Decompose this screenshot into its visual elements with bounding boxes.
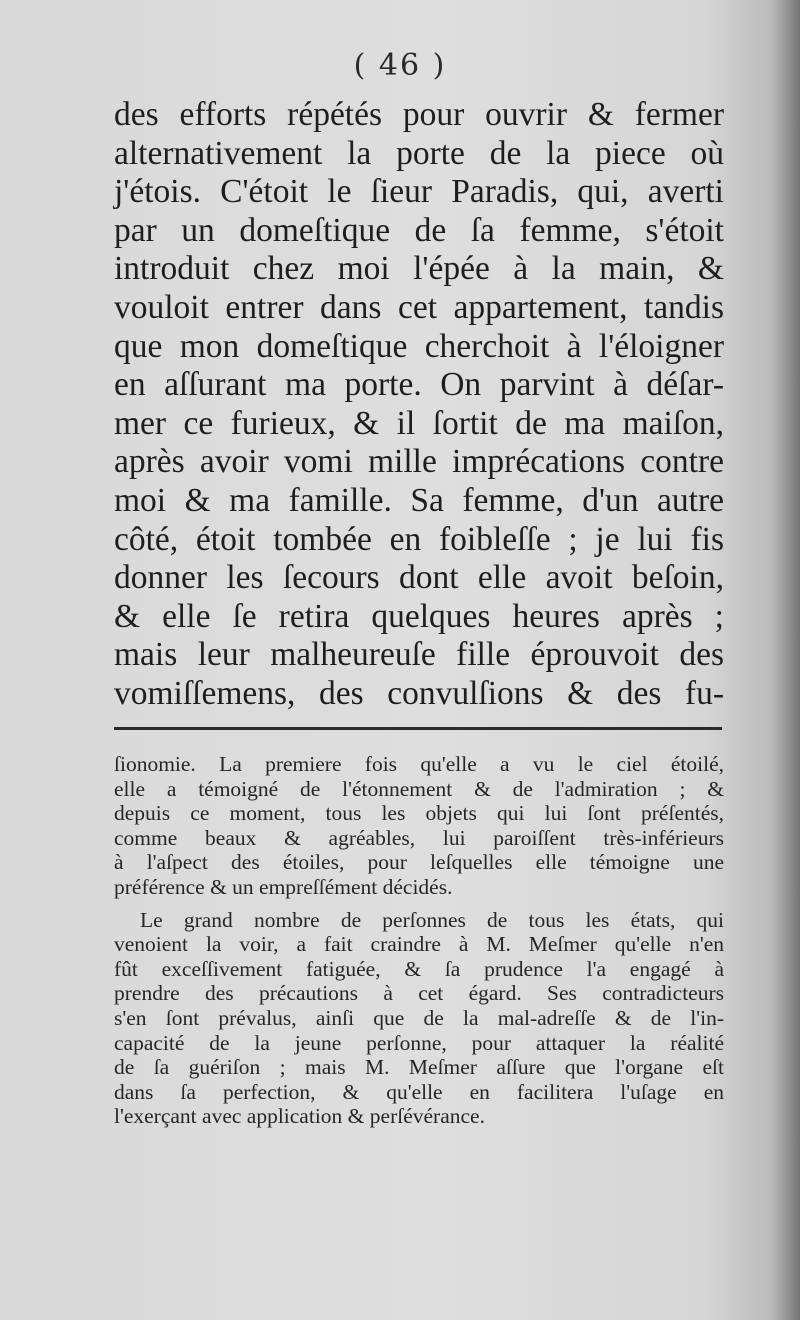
footnote-line: de ſa guériſon ; mais M. Meſmer aſſure que l'organe eſt xyxy=(114,1055,724,1080)
page-number: ( 46 ) xyxy=(353,48,447,83)
footnote-line: venoient la voir, a fait craindre à M. Meſmer qu'elle n'en xyxy=(114,932,724,957)
text-line: alternativement la porte de la piece où xyxy=(114,134,724,172)
footnote-line: elle a témoigné de l'étonnement & de l'admiration ; & xyxy=(114,776,724,801)
footnote-line: à l'aſpect des étoiles, pour leſquelles elle témoigne une xyxy=(114,850,724,875)
text-line: & elle ſe retira quelques heures après ; xyxy=(114,597,724,635)
paragraph-gap xyxy=(114,900,724,908)
footnote-line: ſionomie. La premiere fois qu'elle a vu le ciel étoilé, xyxy=(114,752,724,776)
text-line: j'étois. C'étoit le ſieur Paradis, qui, averti xyxy=(114,173,724,211)
footnote-line: dans ſa perfection, & qu'elle en facilitera l'uſage en xyxy=(114,1079,724,1104)
text-line: vomiſſemens, des convulſions & des fu- xyxy=(114,674,724,712)
page-edge-shadow xyxy=(772,0,800,1320)
text-line: vouloit entrer dans cet appartement, tandis xyxy=(114,288,724,326)
footnote-divider xyxy=(114,727,722,730)
footnote-line: capacité de la jeune perſonne, pour attaquer la réalité xyxy=(114,1030,724,1055)
footnote xyxy=(114,752,724,1129)
main-text xyxy=(114,96,724,714)
footnote-line: préférence & un empreſſément décidés. xyxy=(114,874,453,899)
text-line: que mon domeſtique cherchoit à l'éloigner xyxy=(114,327,724,365)
footnote-line: prendre des précautions à cet égard. Ses contradicteurs xyxy=(114,981,724,1006)
text-line: des efforts répétés pour ouvrir & fermer xyxy=(114,96,724,133)
text-line: mais leur malheureuſe fille éprouvoit des xyxy=(114,636,724,674)
text-line: donner les ſecours dont elle avoit beſoin, xyxy=(114,559,724,597)
footnote-line: fût exceſſivement fatiguée, & ſa prudence l'a engagé à xyxy=(114,956,724,981)
text-line: par un domeſtique de ſa femme, s'étoit xyxy=(114,211,724,249)
footnote-line: s'en ſont prévalus, ainſi que de la mal-adreſſe & de l'in- xyxy=(114,1005,724,1030)
footnote-line: Le grand nombre de perſonnes de tous les états, qui xyxy=(140,907,724,932)
text-line: après avoir vomi mille imprécations contre xyxy=(114,443,724,481)
text-line: côté, étoit tombée en foibleſſe ; je lui fis xyxy=(114,520,724,558)
footnote-line: depuis ce moment, tous les objets qui lui ſont préſentés, xyxy=(114,801,724,826)
text-line: en aſſurant ma porte. On parvint à déſar- xyxy=(114,366,724,404)
text-line: moi & ma famille. Sa femme, d'un autre xyxy=(114,481,724,519)
footnote-line: comme beaux & agréables, lui paroiſſent très-inférieurs xyxy=(114,825,724,850)
text-line: introduit chez moi l'épée à la main, & xyxy=(114,250,724,288)
footnote-line: l'exerçant avec application & perſévérance. xyxy=(114,1104,485,1129)
text-line: mer ce furieux, & il ſortit de ma maiſon, xyxy=(114,404,724,442)
